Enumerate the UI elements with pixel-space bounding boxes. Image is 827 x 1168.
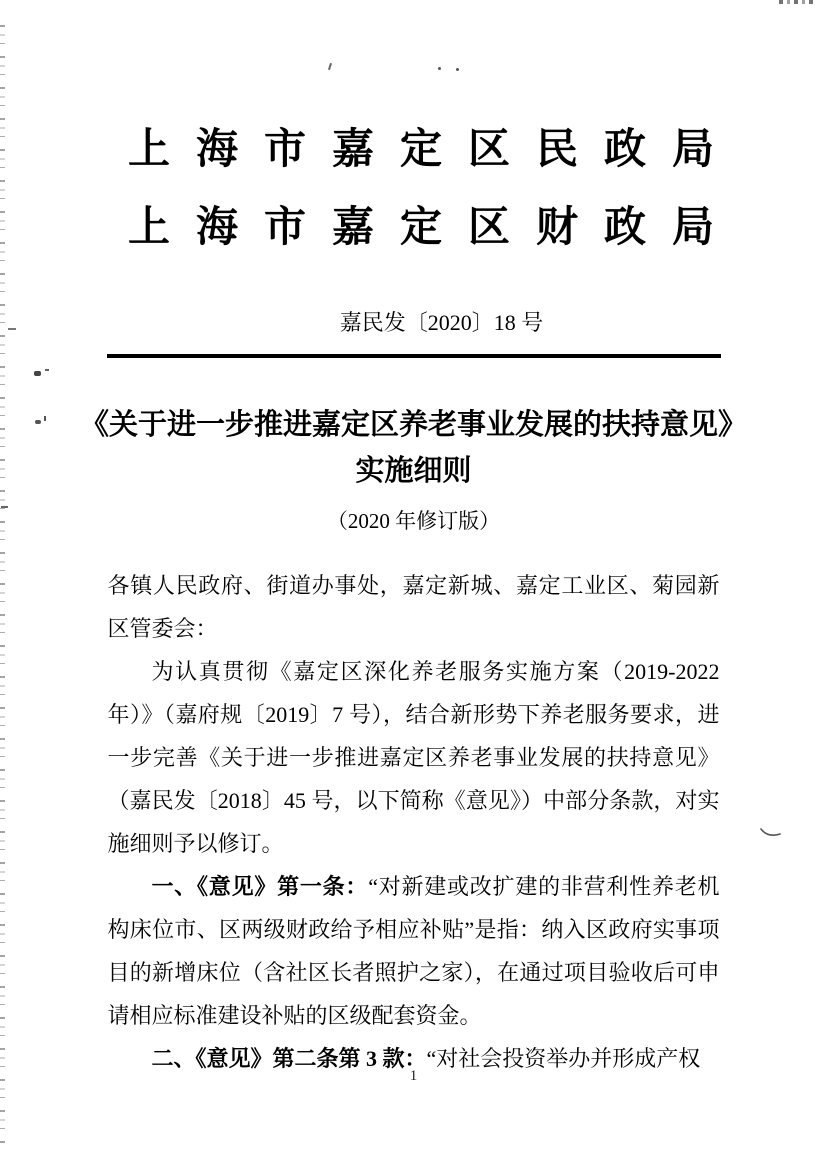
title-block bbox=[0, 402, 827, 536]
document-title-line-2: 实施细则 bbox=[355, 455, 472, 487]
paragraph-text: “对社会投资举办并形成产权 bbox=[426, 1046, 701, 1071]
scan-speck bbox=[35, 420, 41, 424]
salutation: 各镇人民政府、街道办事处，嘉定新城、嘉定工业区、菊园新区管委会： bbox=[107, 573, 720, 641]
scan-speck bbox=[8, 328, 16, 330]
paragraph bbox=[108, 865, 720, 1037]
divider-line bbox=[107, 354, 721, 358]
agency-name-finance-bureau: 上海市嘉定区财政局 bbox=[128, 203, 741, 250]
paragraph-text: “对新建或改扩建的非营利性养老机构床位市、区两级财政给予相应补贴”是指：纳入区政府实事项目的新增床位（含社区长者照护之家），在通过项目验收后可申请相应标准建设补贴的区级配套资金。 bbox=[107, 874, 720, 1028]
scan-corner-specks bbox=[779, 0, 813, 4]
scan-speck bbox=[438, 67, 441, 70]
stray-pen-mark bbox=[760, 826, 782, 844]
document-number: 嘉民发〔2020〕18 号 bbox=[339, 310, 544, 335]
paragraph-text: 为认真贯彻《嘉定区深化养老服务实施方案（2019-2022 年）》（嘉府规〔2019〕7 号），结合新形势下养老服务要求，进一步完善《关于进一步推进嘉定区养老事业发展的扶持意见》（嘉民发〔2018〕45 号，以下简称《意见》）中部分条款，对实施细则予以修订。 bbox=[107, 659, 720, 856]
paragraph bbox=[108, 650, 720, 865]
page-number: 1 bbox=[409, 1068, 418, 1084]
clause-lead-bold: 二、《意见》第二条第 3 款： bbox=[151, 1046, 427, 1071]
document-subtitle: （2020 年修订版） bbox=[326, 509, 501, 533]
scan-edge-artifact bbox=[0, 25, 5, 1145]
agency-name-civil-affairs-bureau: 上海市嘉定区民政局 bbox=[128, 125, 741, 172]
scan-speck bbox=[34, 371, 41, 376]
document-title-line-1: 《关于进一步推进嘉定区养老事业发展的扶持意见》 bbox=[79, 409, 747, 441]
clause-lead-bold: 一、《意见》第一条： bbox=[151, 874, 369, 899]
scan-speck bbox=[45, 369, 49, 371]
letterhead bbox=[128, 0, 827, 266]
document-body bbox=[108, 564, 720, 1080]
scan-speck bbox=[1, 506, 8, 508]
scan-speck bbox=[456, 68, 459, 71]
scan-speck bbox=[44, 416, 46, 421]
